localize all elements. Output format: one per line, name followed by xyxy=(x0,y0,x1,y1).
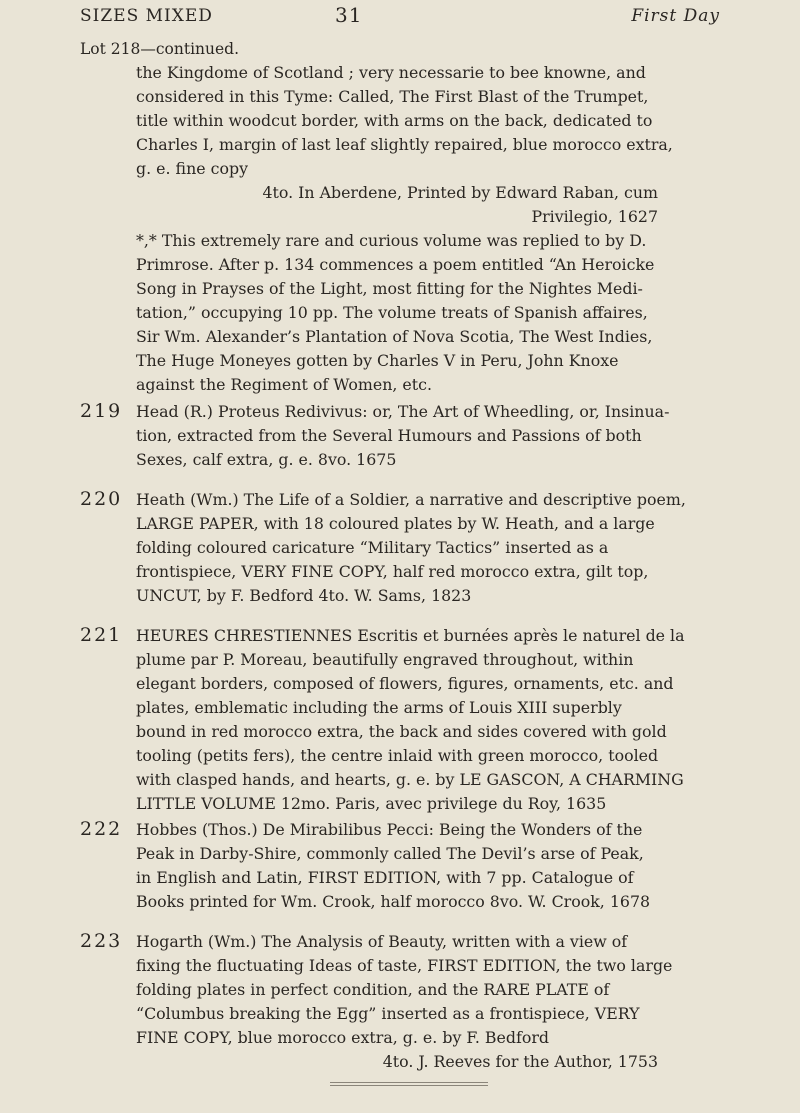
entry-line: Privilegio, 1627 xyxy=(531,207,658,226)
entry-line: in English and Latin, FIRST EDITION, with 7 pp. Catalogue of xyxy=(136,868,634,887)
entry-line: folding coloured caricature “Military Tactics” inserted as a xyxy=(136,538,609,557)
entry-line: tooling (petits fers), the centre inlaid with green morocco, tooled xyxy=(136,746,659,765)
header-left: SIZES MIXED xyxy=(80,6,213,26)
entry-line: HEURES CHRESTIENNES Escritis et burnées après le naturel de la xyxy=(136,626,685,645)
entry-line: fixing the fluctuating Ideas of taste, FIRST EDITION, the two large xyxy=(136,956,673,975)
entry-line: “Columbus breaking the Egg” inserted as a frontispiece, VERY xyxy=(136,1004,640,1023)
entry-line: 4to. J. Reeves for the Author, 1753 xyxy=(382,1052,658,1071)
entry-line: Charles I, margin of last leaf slightly repaired, blue morocco extra, xyxy=(136,135,673,154)
lot-continued: Lot 218—continued. xyxy=(80,40,240,58)
entry-line: plates, emblematic including the arms of Louis XIII superbly xyxy=(136,698,622,717)
entry-line: with clasped hands, and hearts, g. e. by LE GASCON, A CHARMING xyxy=(136,770,684,789)
entry-line: Head (R.) Proteus Redivivus: or, The Art of Wheedling, or, Insinua- xyxy=(136,402,670,421)
entry-line: LARGE PAPER, with 18 coloured plates by W. Heath, and a large xyxy=(136,514,655,533)
lot-number: 220 xyxy=(80,488,123,510)
entry-text xyxy=(136,624,685,816)
section-divider xyxy=(330,1082,488,1086)
entry-text xyxy=(136,400,670,472)
entry-line: Primrose. After p. 134 commences a poem entitled “An Heroicke xyxy=(136,255,655,274)
lot-number: 223 xyxy=(80,930,123,952)
page-number: 31 xyxy=(335,3,363,27)
entry-line: tation,” occupying 10 pp. The volume treats of Spanish affaires, xyxy=(136,303,648,322)
entry-line: Heath (Wm.) The Life of a Soldier, a narrative and descriptive poem, xyxy=(136,490,686,509)
entry-text xyxy=(136,930,673,1074)
entry-line: the Kingdome of Scotland ; very necessarie to bee knowne, and xyxy=(136,63,646,82)
entry-line: bound in red morocco extra, the back and sides covered with gold xyxy=(136,722,667,741)
entry-line: Sir Wm. Alexander’s Plantation of Nova Scotia, The West Indies, xyxy=(136,327,653,346)
entry-line: The Huge Moneyes gotten by Charles V in Peru, John Knoxe xyxy=(136,351,619,370)
lot-number: 221 xyxy=(80,624,123,646)
entry-line: tion, extracted from the Several Humours and Passions of both xyxy=(136,426,642,445)
entry-line: against the Regiment of Women, etc. xyxy=(136,375,432,394)
lot-number: 219 xyxy=(80,400,123,422)
entry-line: Song in Prayses of the Light, most fitting for the Nightes Medi- xyxy=(136,279,643,298)
entry-line: Hogarth (Wm.) The Analysis of Beauty, written with a view of xyxy=(136,932,628,951)
entry-text xyxy=(136,818,658,914)
header-right: First Day xyxy=(631,6,720,26)
entry-line: folding plates in perfect condition, and the RARE PLATE of xyxy=(136,980,610,999)
entry-line: elegant borders, composed of flowers, figures, ornaments, etc. and xyxy=(136,674,674,693)
entry-text xyxy=(136,61,673,397)
entry-line: frontispiece, VERY FINE COPY, half red morocco extra, gilt top, xyxy=(136,562,649,581)
entry-line: Books printed for Wm. Crook, half morocco 8vo. W. Crook, 1678 xyxy=(136,892,651,911)
running-header xyxy=(80,3,720,30)
entry-text xyxy=(136,488,686,608)
entry-line: g. e. fine copy xyxy=(136,159,249,178)
entry-line: plume par P. Moreau, beautifully engraved throughout, within xyxy=(136,650,634,669)
entry-line: UNCUT, by F. Bedford 4to. W. Sams, 1823 xyxy=(136,586,472,605)
entry-line: FINE COPY, blue morocco extra, g. e. by F. Bedford xyxy=(136,1028,550,1047)
lot-number: 222 xyxy=(80,818,123,840)
entry-line: considered in this Tyme: Called, The First Blast of the Trumpet, xyxy=(136,87,649,106)
entry-line: Peak in Darby-Shire, commonly called The Devil’s arse of Peak, xyxy=(136,844,644,863)
entry-line: title within woodcut border, with arms on the back, dedicated to xyxy=(136,111,653,130)
entry-line: *,* This extremely rare and curious volume was replied to by D. xyxy=(136,231,647,250)
entry-line: Hobbes (Thos.) De Mirabilibus Pecci: Being the Wonders of the xyxy=(136,820,643,839)
entry-line: LITTLE VOLUME 12mo. Paris, avec privilege du Roy, 1635 xyxy=(136,794,607,813)
entry-line: Sexes, calf extra, g. e. 8vo. 1675 xyxy=(136,450,397,469)
entry-line: 4to. In Aberdene, Printed by Edward Raban, cum xyxy=(262,183,658,202)
